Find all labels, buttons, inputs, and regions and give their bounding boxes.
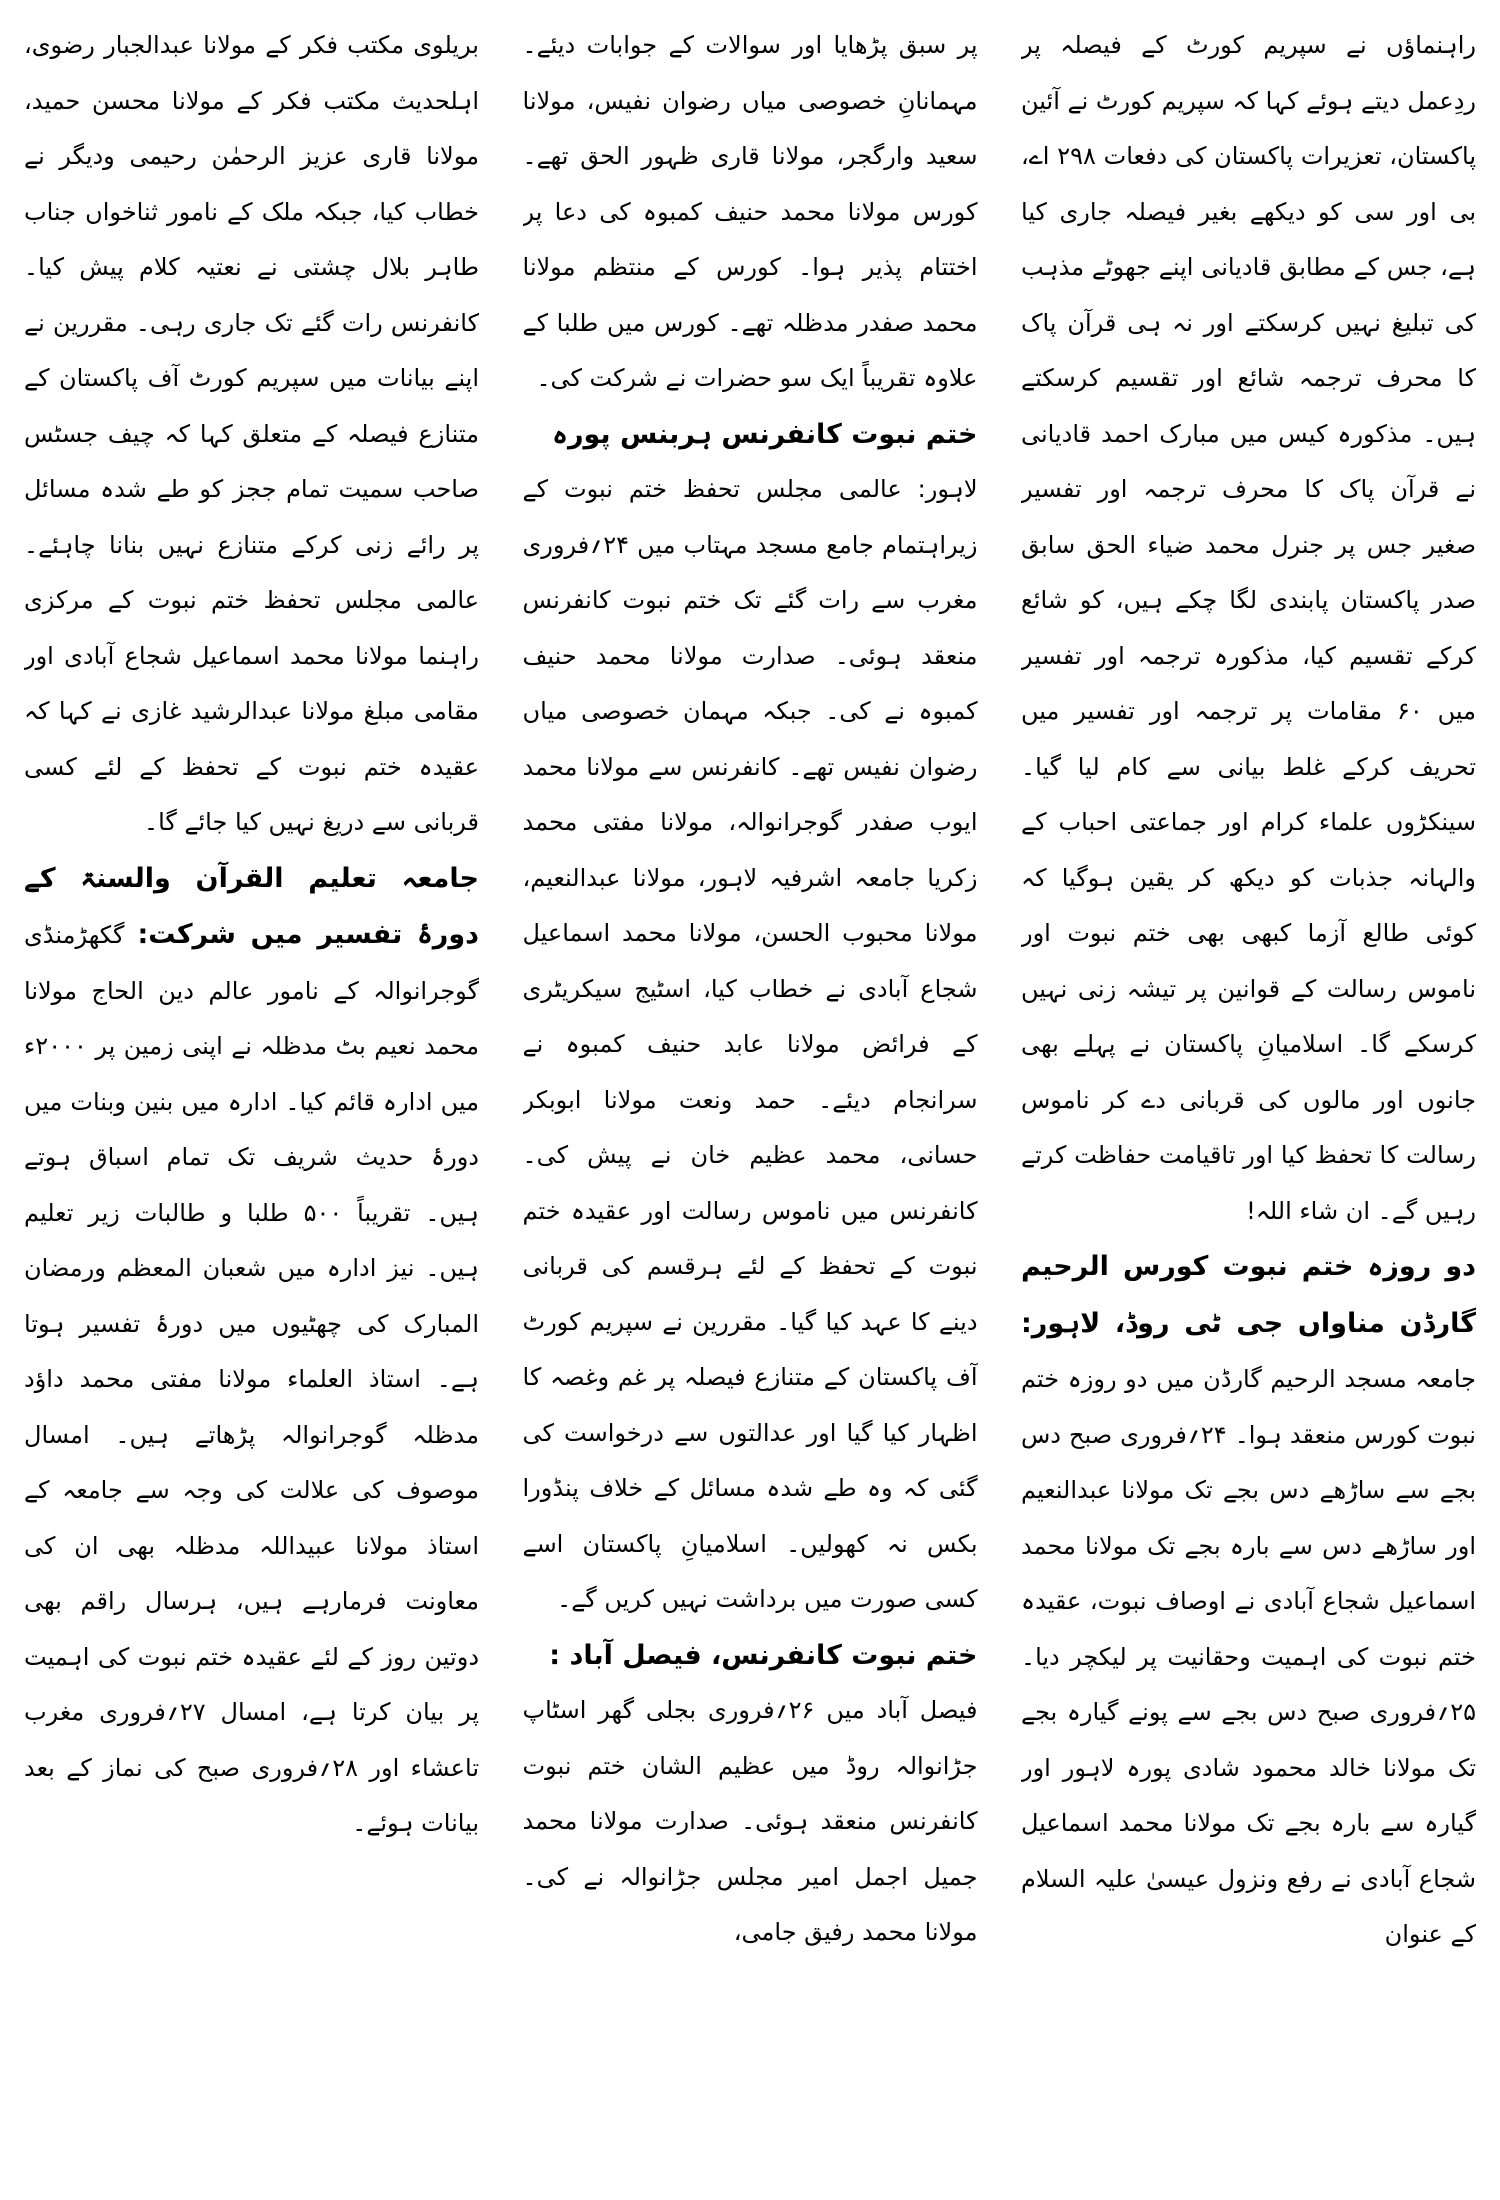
paragraph: راہنماؤں نے سپریم کورٹ کے فیصلہ پر ردِعمل دیتے ہوئے کہا کہ سپریم کورٹ نے آئین پاکستان، تعزیرات پاکستان کی دفعات ۲۹۸ اے، بی اور سی کو دیکھے بغیر فیصلہ جاری کیا ہے، جس کے مطابق قادیانی اپنے جھوٹے مذہب کی تبلیغ نہیں کرسکتے اور نہ ہی قرآن پاک کا محرف ترجمہ شائع اور تقسیم کرسکتے ہیں۔ مذکورہ کیس میں مبارک احمد قادیانی نے قرآن پاک کا محرف ترجمہ اور تفسیر صغیر جس پر جنرل محمد ضیاء الحق سابق صدر پاکستان پابندی لگا چکے ہیں، کو شائع کرکے تقسیم کیا، مذکورہ ترجمہ اور تفسیر میں ۶۰ مقامات پر ترجمہ اور تفسیر میں تحریف کرکے غلط بیانی سے کام لیا گیا۔ سینکڑوں علماء کرام اور جماعتی احباب کے والہانہ جذبات کو دیکھ کر یقین ہوگیا کہ کوئی طالع آزما کبھی بھی ختم نبوت اور ناموس رسالت کے قوانین پر تیشہ زنی نہیں کرسکے گا۔ اسلامیانِ پاکستان نے پہلے بھی جانوں اور مالوں کی قربانی دے کر ناموس رسالت کا تحفظ کیا اور تاقیامت حفاظت کرتے رہیں گے۔ ان شاء اللہ! bbox=[1021, 31, 1476, 1225]
article-body bbox=[1021, 1239, 1476, 1963]
article-heading: دو روزہ ختم نبوت کورس الرحیم گارڈن مناواں جی ٹی روڈ، لاہور: bbox=[1021, 1251, 1476, 1339]
article-heading: جامعہ تعلیم القرآن والسنۃ کے دورۂ تفسیر میں شرکت: bbox=[24, 862, 479, 950]
paragraph: پر سبق پڑھایا اور سوالات کے جوابات دیئے۔ مہمانانِ خصوصی میاں رضوان نفیس، مولانا سعید وارگجر، مولانا قاری ظہور الحق تھے۔ کورس مولانا محمد حنیف کمبوہ کی دعا پر اختتام پذیر ہوا۔ کورس کے منتظم مولانا محمد صفدر مدظلہ تھے۔ کورس میں طلبا کے علاوہ تقریباً ایک سو حضرات نے شرکت کی۔ bbox=[522, 31, 978, 392]
paragraph: فیصل آباد میں ۲۶؍فروری بجلی گھر اسٹاپ جڑانوالہ روڈ میں عظیم الشان ختم نبوت کانفرنس منعقد ہوئی۔ صدارت مولانا محمد جمیل اجمل امیر مجلس جڑانوالہ نے کی۔ مولانا محمد رفیق جامی، bbox=[522, 1696, 978, 1946]
article-heading: ختم نبوت کانفرنس، فیصل آباد : bbox=[549, 1639, 978, 1671]
paragraph: بریلوی مکتب فکر کے مولانا عبدالجبار رضوی، اہلحدیث مکتب فکر کے مولانا محسن حمید، مولانا قاری عزیز الرحمٰن رحیمی ودیگر نے خطاب کیا، جبکہ ملک کے نامور ثناخواں جناب طاہر بلال چشتی نے نعتیہ کلام پیش کیا۔ کانفرنس رات گئے تک جاری رہی۔ مقررین نے اپنے بیانات میں سپریم کورٹ آف پاکستان کے متنازع فیصلہ کے متعلق کہا کہ چیف جسٹس صاحب سمیت تمام ججز کو طے شدہ مسائل پر رائے زنی کرکے متنازع نہیں بنانا چاہئے۔ عالمی مجلس تحفظ ختم نبوت کے مرکزی راہنما مولانا محمد اسماعیل شجاع آبادی اور مقامی مبلغ مولانا عبدالرشید غازی نے کہا کہ عقیدہ ختم نبوت کے تحفظ کے لئے کسی قربانی سے دریغ نہیں کیا جائے گا۔ bbox=[24, 31, 479, 836]
column-right bbox=[1021, 18, 1476, 2190]
paragraph: لاہور: عالمی مجلس تحفظ ختم نبوت کے زیراہتمام جامع مسجد مہتاب میں ۲۴؍فروری مغرب سے رات گئے تک ختم نبوت کانفرنس منعقد ہوئی۔ صدارت مولانا محمد حنیف کمبوہ نے کی۔ جبکہ مہمان خصوصی میاں رضوان نفیس تھے۔ کانفرنس سے مولانا محمد ایوب صفدر گوجرانوالہ، مولانا مفتی محمد زکریا جامعہ اشرفیہ لاہور، مولانا عبدالنعیم، مولانا محبوب الحسن، مولانا محمد اسماعیل شجاع آبادی نے خطاب کیا، اسٹیج سیکریٹری کے فرائض مولانا عابد حنیف کمبوہ نے سرانجام دیئے۔ حمد ونعت مولانا ابوبکر حسانی، محمد عظیم خان نے پیش کی۔ کانفرنس میں ناموس رسالت اور عقیدہ ختم نبوت کے تحفظ کے لئے ہرقسم کی قربانی دینے کا عہد کیا گیا۔ مقررین نے سپریم کورٹ آف پاکستان کے متنازع فیصلہ پر غم وغصہ کا اظہار کیا گیا اور عدالتوں سے درخواست کی گئی کہ وہ طے شدہ مسائل کے خلاف پنڈورا بکس نہ کھولیں۔ اسلامیانِ پاکستان اسے کسی صورت میں برداشت نہیں کریں گے۔ bbox=[522, 475, 978, 1613]
column-left bbox=[24, 18, 479, 2190]
article-text: گکھڑمنڈی گوجرانوالہ کے نامور عالم دین الحاج مولانا محمد نعیم بٹ مدظلہ نے اپنی زمین پر ۲۰۰۰ء میں ادارہ قائم کیا۔ ادارہ میں بنین وبنات میں دورۂ حدیث شریف تک تمام اسباق ہوتے ہیں۔ تقریباً ۵۰۰ طلبا و طالبات زیر تعلیم ہیں۔ نیز ادارہ میں شعبان المعظم ورمضان المبارک کی چھٹیوں میں دورۂ تفسیر ہوتا ہے۔ استاذ العلماء مولانا مفتی محمد داؤد مدظلہ گوجرانوالہ پڑھاتے ہیں۔ امسال موصوف کی علالت کی وجہ سے جامعہ کے استاذ مولانا عبیداللہ مدظلہ بھی ان کی معاونت فرمارہے ہیں، ہرسال راقم بھی دوتین روز کے لئے عقیدہ ختم نبوت کی اہمیت پر بیان کرتا ہے، امسال ۲۷؍فروری مغرب تاعشاء اور ۲۸؍فروری صبح کی نماز کے بعد بیانات ہوئے۔ bbox=[24, 921, 479, 1837]
column-middle bbox=[523, 18, 978, 2190]
article-body bbox=[24, 851, 479, 1852]
article-heading: ختم نبوت کانفرنس ہربنس پورہ bbox=[552, 418, 978, 450]
article-text: جامعہ مسجد الرحیم گارڈن میں دو روزہ ختم نبوت کورس منعقد ہوا۔ ۲۴؍فروری صبح دس بجے سے ساڑھے دس بجے تک مولانا عبدالنعیم اور ساڑھے دس سے بارہ بجے تک مولانا محمد اسماعیل شجاع آبادی نے اوصاف نبوت، عقیدہ ختم نبوت کی اہمیت وحقانیت پر لیکچر دیا۔ ۲۵؍فروری صبح دس بجے سے پونے گیارہ بجے تک مولانا خالد محمود شادی پورہ لاہور اور گیارہ سے بارہ بجے تک مولانا محمد اسماعیل شجاع آبادی نے رفع ونزول عیسیٰ علیہ السلام کے عنوان bbox=[1021, 1365, 1476, 1948]
